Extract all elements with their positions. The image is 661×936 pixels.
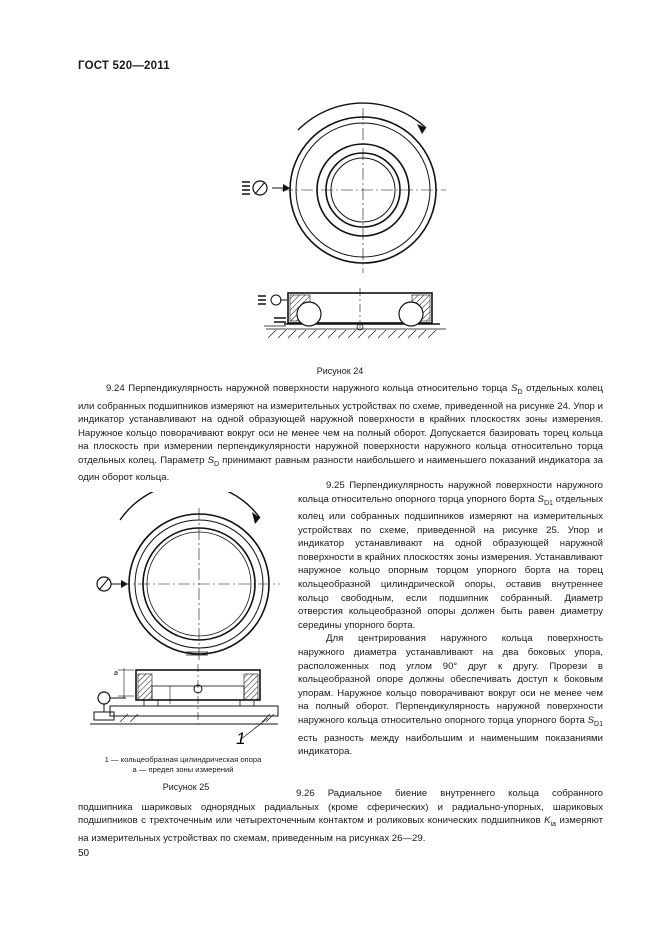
figure-24-caption: Рисунок 24 bbox=[316, 366, 364, 376]
page-number: 50 bbox=[78, 848, 90, 859]
legend-item-1: 1 — кольцеобразная цилиндрическая опора bbox=[104, 755, 262, 764]
figure-25-diagram bbox=[90, 492, 280, 750]
section-9-25-text bbox=[298, 479, 603, 759]
section-9-24-paragraph: 9.24 Перпендикулярность наружной поверхности наружного кольца относительно торца $S_D$ отдельных колец или собранных подшипников измеряют на измерительных устройствах по схеме, приведенной на рисунке 24. Упор и индикатор устанавливают на одной образующей наружной поверхности в крайних плоскостях зоны измерения. Наружное кольцо поворачивают вокруг оси не менее чем на полный оборот. Допускается базировать торец кольца на плоскость при измерении перпендикулярности наружной поверхности наружного кольца относительно торца отдельных колец. Параметр $S_D$ принимают равным разности наибольшего и наименьшего показаний индикатора за один оборот кольца. bbox=[78, 383, 604, 484]
document-standard-header: ГОСТ 520—2011 bbox=[78, 60, 170, 72]
figure-24-diagram bbox=[236, 98, 446, 360]
symbol-s-d: S bbox=[511, 383, 518, 394]
figure-25-callout-1: 1 bbox=[236, 729, 246, 748]
section-9-25-paragraph-2: Для центрирования наружного кольца поверхность наружного диаметра устанавливают на два боковых упора, расположенных под углом 90° друг к другу. Прорези в кольцеобразной опоре должны обеспечивать доступ к боковым упорам. Наружное кольцо поворачивают вокруг оси не менее чем на полный оборот. Перпендикулярность наружной поверхности наружного кольца относительно опорного торца упорного борта $S_{D1}$ есть разность между наибольшим и наименьшим показаниями индикатора. bbox=[298, 633, 603, 758]
symbol-s-d: S bbox=[207, 454, 214, 466]
legend-item-a: a — предел зоны измерений bbox=[132, 765, 234, 774]
figure-25-label-a: a bbox=[114, 670, 118, 677]
section-9-26-paragraph: 9.26 Радиальное биение внутреннего кольца собранного подшипника шариковых однорядных радиальных (кроме сферических) и радиально-упорных, шариковых подшипников с трехточечным или четырехточечным контактом и роликовых конических подшипников $K_{ia}$ измеряют на измерительных устройствах по схемам, приведенным на рисунках 26—29. bbox=[78, 788, 603, 844]
section-9-25-paragraph-1: 9.25 Перпендикулярность наружной поверхности наружного кольца относительно опорного торца упорного борта $S_{D1}$ отдельных колец или собранных подшипников измеряют на измерительных устройствах по схеме, приведенной на рисунке 25. Упор и индикатор устанавливают на одной образующей наружной поверхности в крайних плоскостях зоны измерения. Устанавливают наружное кольцо опорным торцом упорного борта на торец кольцеобразной цилиндрической опоры, оставив внутреннее кольцо свободным, если подшипник собранный. Диаметр отверстия кольцеобразной опоры должен быть равен диаметру середины упорного борта. bbox=[298, 480, 603, 631]
figure-25-caption: Рисунок 25 bbox=[162, 782, 210, 792]
figure-25-legend bbox=[78, 755, 288, 775]
